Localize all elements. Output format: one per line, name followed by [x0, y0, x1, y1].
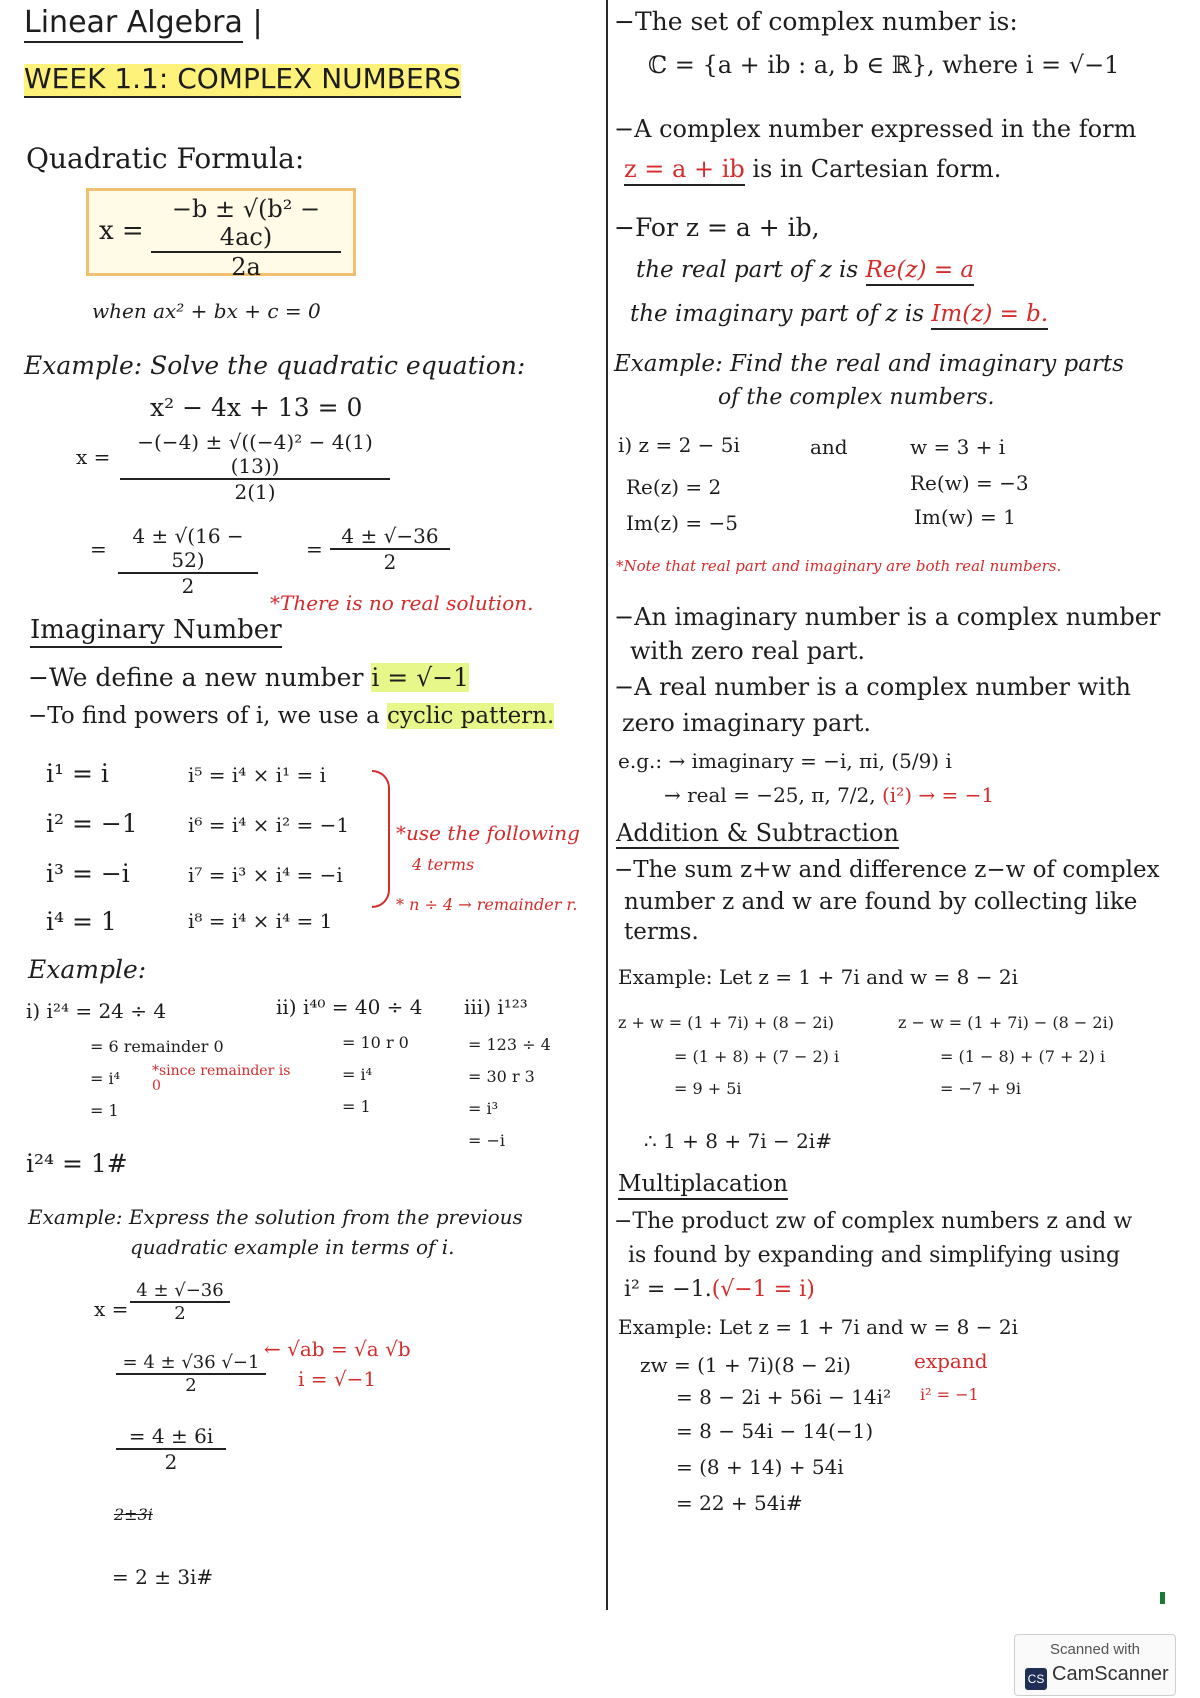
- mult-line-3-text: i² = −1.: [624, 1277, 712, 1302]
- camscanner-line-1: Scanned with: [1049, 1641, 1141, 1658]
- ex2-col1-2: = i⁴: [90, 1069, 121, 1088]
- mult-line-3: [624, 1278, 815, 1302]
- eg-real-text: → real = −25, π, 7/2,: [664, 783, 882, 807]
- parts-line-1: −For z = a + ib,: [614, 213, 820, 242]
- example1-title: Example: Solve the quadratic equation:: [24, 351, 526, 380]
- ex2-col3-3: = i³: [468, 1099, 499, 1118]
- camscanner-badge: [1014, 1634, 1176, 1696]
- no-real-solution-note: *There is no real solution.: [270, 591, 534, 615]
- diff-0: z − w = (1 + 7i) − (8 − 2i): [898, 1013, 1114, 1032]
- ex2-col2-0: ii) i⁴⁰ = 40 ÷ 4: [276, 995, 423, 1019]
- ex4-imw: Im(w) = 1: [914, 505, 1016, 529]
- ex4-w: w = 3 + i: [910, 435, 1006, 459]
- powers-note-3: * n ÷ 4 → remainder r.: [396, 895, 578, 914]
- mult-step-3: = (8 + 14) + 54i: [676, 1455, 844, 1479]
- set-line-1: −The set of complex number is:: [614, 7, 1018, 36]
- mult-heading: Multiplacation: [618, 1172, 788, 1200]
- mult-step-0: zw = (1 + 7i)(8 − 2i): [640, 1353, 851, 1377]
- ex4-rew: Re(w) = −3: [910, 471, 1029, 495]
- sum-2: = 9 + 5i: [674, 1079, 742, 1098]
- example1-step2: [118, 524, 258, 598]
- eg-imaginary: e.g.: → imaginary = −i, πi, (5/9) i: [618, 749, 952, 773]
- quadratic-heading: Quadratic Formula:: [26, 142, 305, 175]
- mult-note-i2: i² = −1: [920, 1385, 979, 1404]
- ex3-num-2: = 4 ± √36 √−1: [122, 1352, 260, 1373]
- ex3-den-3: 2: [116, 1448, 226, 1474]
- step1-numerator: −(−4) ± √((−4)² − 4(1)(13)): [137, 430, 373, 478]
- eg-real-red: (i²) → = −1: [882, 783, 995, 807]
- example4-title-2: of the complex numbers.: [718, 385, 995, 410]
- ex3-lhs: x =: [94, 1297, 129, 1321]
- ex3-num-1: 4 ± √−36: [136, 1280, 224, 1301]
- ex2-col3-1: = 123 ÷ 4: [468, 1035, 551, 1054]
- cartesian-line-1: −A complex number expressed in the form: [614, 115, 1137, 143]
- imag-def-2: with zero real part.: [630, 637, 866, 665]
- ex3-final: = 2 ± 3i#: [112, 1565, 214, 1589]
- step3-eq: =: [306, 537, 323, 561]
- imag-part-line: [630, 302, 1048, 327]
- powers-note-1: *use the following: [396, 821, 580, 845]
- mult-example: Example: Let z = 1 + 7i and w = 8 − 2i: [618, 1315, 1018, 1339]
- cartesian-rest: is in Cartesian form.: [744, 155, 1002, 183]
- sum-1: = (1 + 8) + (7 − 2) i: [674, 1047, 840, 1066]
- step3-denominator: 2: [330, 548, 450, 574]
- power-i6: i⁶ = i⁴ × i² = −1: [188, 813, 350, 837]
- example1-equation: x² − 4x + 13 = 0: [150, 393, 363, 422]
- camscanner-line-2: CamScanner: [1052, 1663, 1169, 1685]
- course-title: Linear Algebra |: [24, 6, 263, 39]
- step2-eq: =: [90, 537, 107, 561]
- addsub-line-3: terms.: [624, 919, 699, 945]
- mult-line-2: is found by expanding and simplifying using: [628, 1243, 1121, 1268]
- ex2-col1-3: = 1: [90, 1101, 119, 1120]
- ex4-note: *Note that real part and imaginary are both real numbers.: [616, 557, 1062, 575]
- cyclic-text: −To find powers of i, we use a: [28, 703, 387, 729]
- quadratic-formula-box: [86, 188, 356, 281]
- mult-line-1: −The product zw of complex numbers z and w: [614, 1209, 1133, 1234]
- step3-numerator: 4 ± √−36: [341, 524, 439, 548]
- step2-denominator: 2: [118, 572, 258, 598]
- example3-title-1: Example: Express the solution from the previous: [28, 1205, 523, 1229]
- week-title: WEEK 1.1: COMPLEX NUMBERS: [24, 64, 461, 98]
- power-i2: i² = −1: [46, 809, 138, 838]
- formula-denominator: 2a: [151, 251, 341, 281]
- ex4-rez: Re(z) = 2: [626, 475, 722, 499]
- ex2-col3-2: = 30 r 3: [468, 1067, 535, 1086]
- ex3-frac-2: [116, 1352, 266, 1396]
- diff-2: = −7 + 9i: [940, 1079, 1021, 1098]
- green-marker: [1160, 1592, 1165, 1604]
- ex3-scribble: 2±3i: [114, 1505, 153, 1524]
- imag-part-text: the imaginary part of z is: [630, 301, 932, 327]
- ex3-frac-1: [130, 1280, 230, 1324]
- imag-def-1: −An imaginary number is a complex number: [614, 603, 1161, 631]
- power-i7: i⁷ = i³ × i⁴ = −i: [188, 863, 343, 887]
- mult-line-3-red: (√−1 = i): [711, 1277, 815, 1302]
- ex2-col1-0: i) i²⁴ = 24 ÷ 4: [26, 999, 167, 1023]
- ex3-den-2: 2: [116, 1373, 266, 1396]
- camscanner-logo-icon: CS: [1025, 1668, 1047, 1690]
- ex2-col3-4: = −i: [468, 1131, 506, 1150]
- powers-brace: [372, 770, 390, 908]
- step2-numerator: 4 ± √(16 − 52): [132, 524, 244, 572]
- ex2-col1-note: *since remainder is 0: [152, 1063, 291, 1095]
- addsub-line-1: −The sum z+w and difference z−w of complex: [614, 857, 1160, 883]
- real-part-line: [636, 258, 974, 283]
- example4-title-1: Example: Find the real and imaginary parts: [614, 351, 1124, 377]
- ex2-result: i²⁴ = 1#: [26, 1149, 128, 1178]
- power-i1: i¹ = i: [46, 759, 109, 788]
- real-part-value: Re(z) = a: [866, 257, 975, 286]
- ex2-col3-0: iii) i¹²³: [464, 995, 528, 1019]
- formula-lhs: x =: [99, 216, 144, 246]
- imaginary-def-highlight: i = √−1: [371, 663, 469, 692]
- ex2-col2-3: = 1: [342, 1097, 371, 1116]
- example1-step3: [330, 524, 450, 574]
- column-divider: [606, 0, 608, 1610]
- power-i5: i⁵ = i⁴ × i¹ = i: [188, 763, 327, 787]
- addsub-heading: Addition & Subtraction: [616, 820, 899, 849]
- mult-note-expand: expand: [914, 1349, 988, 1373]
- real-part-text: the real part of z is: [636, 257, 866, 283]
- ex2-col2-1: = 10 r 0: [342, 1033, 409, 1052]
- sum-0: z + w = (1 + 7i) + (8 − 2i): [618, 1013, 834, 1032]
- imaginary-heading: Imaginary Number: [30, 616, 282, 648]
- example2-title: Example:: [28, 955, 147, 984]
- power-i3: i³ = −i: [46, 859, 130, 888]
- diff-1: = (1 − 8) + (7 + 2) i: [940, 1047, 1106, 1066]
- imaginary-def-line: [28, 664, 469, 692]
- ex3-note-2: i = √−1: [298, 1367, 377, 1391]
- imag-part-value: Im(z) = b.: [931, 301, 1048, 330]
- ex4-z: i) z = 2 − 5i: [618, 433, 740, 457]
- formula-fraction: [151, 195, 341, 281]
- mult-step-4: = 22 + 54i#: [676, 1491, 803, 1515]
- cyclic-highlight: cyclic pattern.: [386, 703, 555, 729]
- power-i4: i⁴ = 1: [46, 907, 117, 936]
- ex3-frac-3: [116, 1424, 226, 1474]
- ex3-note-1: ← √ab = √a √b: [264, 1337, 411, 1361]
- mult-step-2: = 8 − 54i − 14(−1): [676, 1419, 874, 1443]
- quadratic-condition: when ax² + bx + c = 0: [92, 299, 321, 323]
- eg-real: [664, 784, 994, 806]
- ex3-den-1: 2: [130, 1301, 230, 1324]
- ex4-and: and: [810, 435, 848, 459]
- addsub-example: Example: Let z = 1 + 7i and w = 8 − 2i: [618, 965, 1018, 989]
- cyclic-pattern-line: [28, 704, 554, 729]
- set-line-2: ℂ = {a + ib : a, b ∈ ℝ}, where i = √−1: [648, 51, 1120, 79]
- example3-title-2: quadratic example in terms of i.: [130, 1235, 455, 1259]
- real-def-1: −A real number is a complex number with: [614, 673, 1131, 701]
- example1-step1: [120, 430, 390, 504]
- formula-numerator: −b ± √(b² − 4ac): [171, 195, 321, 251]
- ex4-imz: Im(z) = −5: [626, 511, 738, 535]
- addsub-line-2: number z and w are found by collecting like: [624, 889, 1138, 915]
- powers-note-2: 4 terms: [412, 855, 475, 874]
- cartesian-form: z = a + ib: [624, 155, 745, 186]
- ex2-col1-1: = 6 remainder 0: [90, 1037, 224, 1056]
- mult-step-1: = 8 − 2i + 56i − 14i²: [676, 1385, 892, 1409]
- real-def-2: zero imaginary part.: [622, 709, 872, 737]
- cartesian-line-2: [624, 156, 1001, 182]
- ex3-num-3: = 4 ± 6i: [128, 1424, 214, 1448]
- camscanner-brand: [1025, 1663, 1169, 1690]
- example1-step1-lhs: x =: [76, 445, 111, 469]
- ex2-col2-2: = i⁴: [342, 1065, 373, 1084]
- step1-denominator: 2(1): [120, 478, 390, 504]
- addsub-therefore: ∴ 1 + 8 + 7i − 2i#: [644, 1129, 832, 1153]
- power-i8: i⁸ = i⁴ × i⁴ = 1: [188, 909, 333, 933]
- imaginary-def-text: −We define a new number: [28, 663, 372, 692]
